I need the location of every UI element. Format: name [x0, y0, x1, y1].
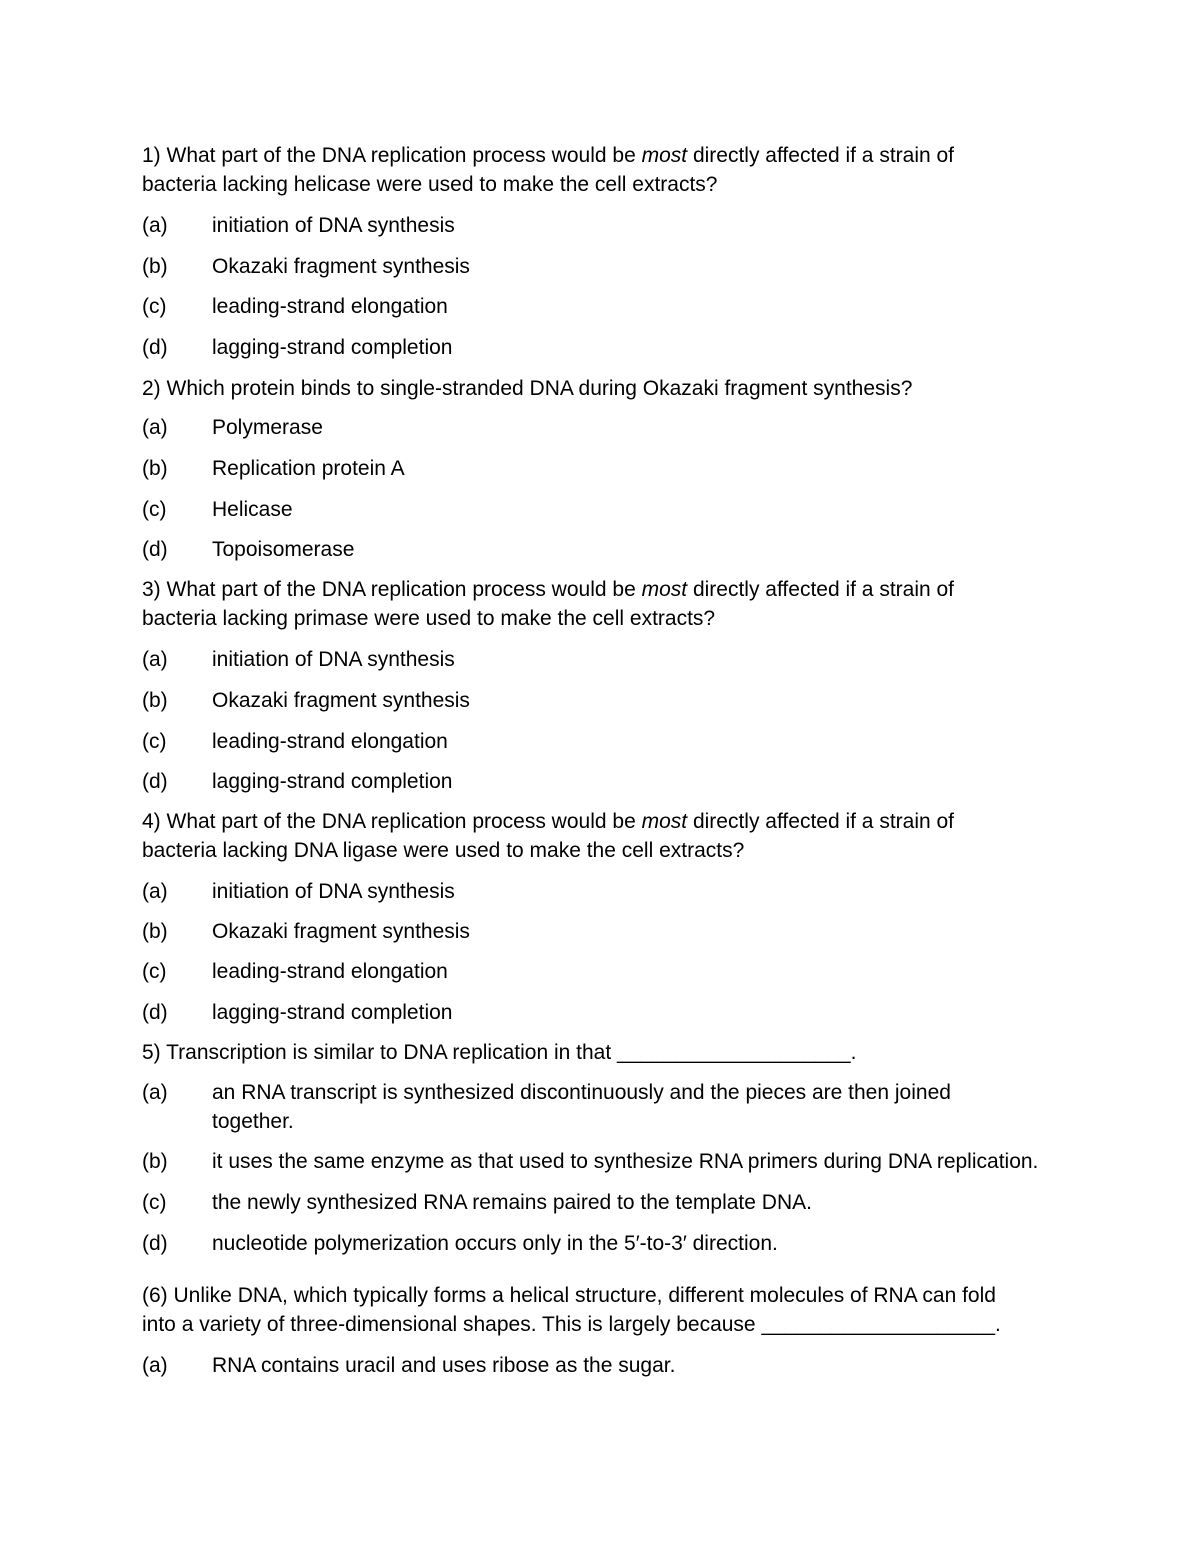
- option-letter: (b): [142, 689, 168, 712]
- option-text: lagging-strand completion: [212, 336, 453, 359]
- option-text: nucleotide polymerization occurs only in the 5′-to-3′ direction.: [212, 1232, 778, 1255]
- option-letter: (b): [142, 1150, 168, 1173]
- question-2-stem-line-1: 2) Which protein binds to single-stranded DNA during Okazaki fragment synthesis?: [142, 377, 913, 400]
- question-5-stem-line-1: 5) Transcription is similar to DNA replication in that ____________________.: [142, 1041, 857, 1064]
- option-letter: (b): [142, 920, 168, 943]
- question-1-stem-line-2: bacteria lacking helicase were used to make the cell extracts?: [142, 173, 718, 196]
- option-text: Helicase: [212, 498, 293, 521]
- option-letter: (d): [142, 770, 168, 793]
- option-text: Replication protein A: [212, 457, 405, 480]
- stem-text: 1) What part of the DNA replication process would be: [142, 144, 642, 167]
- option-letter: (d): [142, 538, 168, 561]
- option-text: leading-strand elongation: [212, 960, 448, 983]
- option-letter: (c): [142, 960, 167, 983]
- option-letter: (c): [142, 1191, 167, 1214]
- option-text: Polymerase: [212, 416, 323, 439]
- question-3-stem-line-1: [142, 575, 954, 604]
- option-text: Topoisomerase: [212, 538, 355, 561]
- option-letter: (c): [142, 498, 167, 521]
- question-1-stem-line-1: [142, 141, 954, 170]
- option-letter: (a): [142, 648, 168, 671]
- option-text: lagging-strand completion: [212, 1001, 453, 1024]
- option-letter: (a): [142, 416, 168, 439]
- option-text: RNA contains uracil and uses ribose as the sugar.: [212, 1354, 676, 1377]
- option-letter: (a): [142, 1081, 168, 1104]
- option-letter: (d): [142, 1232, 168, 1255]
- option-text: an RNA transcript is synthesized discontinuously and the pieces are then joined together.: [212, 1081, 951, 1133]
- option-text: Okazaki fragment synthesis: [212, 689, 470, 712]
- option-text: initiation of DNA synthesis: [212, 880, 455, 903]
- question-6-stem-line-1: (6) Unlike DNA, which typically forms a helical structure, different molecules of RNA can fold: [142, 1284, 996, 1307]
- option-letter: (c): [142, 730, 167, 753]
- question-3-stem-line-2: bacteria lacking primase were used to make the cell extracts?: [142, 607, 716, 630]
- option-letter: (a): [142, 1354, 168, 1377]
- option-text: leading-strand elongation: [212, 730, 448, 753]
- option-text: Okazaki fragment synthesis: [212, 255, 470, 278]
- option-letter: (d): [142, 336, 168, 359]
- option-letter: (a): [142, 214, 168, 237]
- stem-emphasis: most: [641, 810, 688, 833]
- option-text: initiation of DNA synthesis: [212, 214, 455, 237]
- option-letter: (c): [142, 295, 167, 318]
- option-letter: (a): [142, 880, 168, 903]
- stem-text: 3) What part of the DNA replication process would be: [142, 578, 642, 601]
- option-text: it uses the same enzyme as that used to synthesize RNA primers during DNA replication.: [212, 1150, 1039, 1173]
- option-letter: (d): [142, 1001, 168, 1024]
- question-4-stem-line-1: [142, 807, 954, 836]
- question-6-stem-line-2: into a variety of three-dimensional shapes. This is largely because ____________________.: [142, 1313, 1001, 1336]
- stem-text: directly affected if a strain of: [687, 578, 955, 601]
- question-4-stem-line-2: bacteria lacking DNA ligase were used to make the cell extracts?: [142, 839, 745, 862]
- stem-text: directly affected if a strain of: [687, 810, 955, 833]
- option-text: Okazaki fragment synthesis: [212, 920, 470, 943]
- stem-emphasis: most: [641, 144, 688, 167]
- stem-emphasis: most: [641, 578, 688, 601]
- stem-text: 4) What part of the DNA replication process would be: [142, 810, 642, 833]
- option-letter: (b): [142, 457, 168, 480]
- option-text: the newly synthesized RNA remains paired to the template DNA.: [212, 1191, 812, 1214]
- option-text: initiation of DNA synthesis: [212, 648, 455, 671]
- option-letter: (b): [142, 255, 168, 278]
- stem-text: directly affected if a strain of: [687, 144, 955, 167]
- option-text: leading-strand elongation: [212, 295, 448, 318]
- option-text: lagging-strand completion: [212, 770, 453, 793]
